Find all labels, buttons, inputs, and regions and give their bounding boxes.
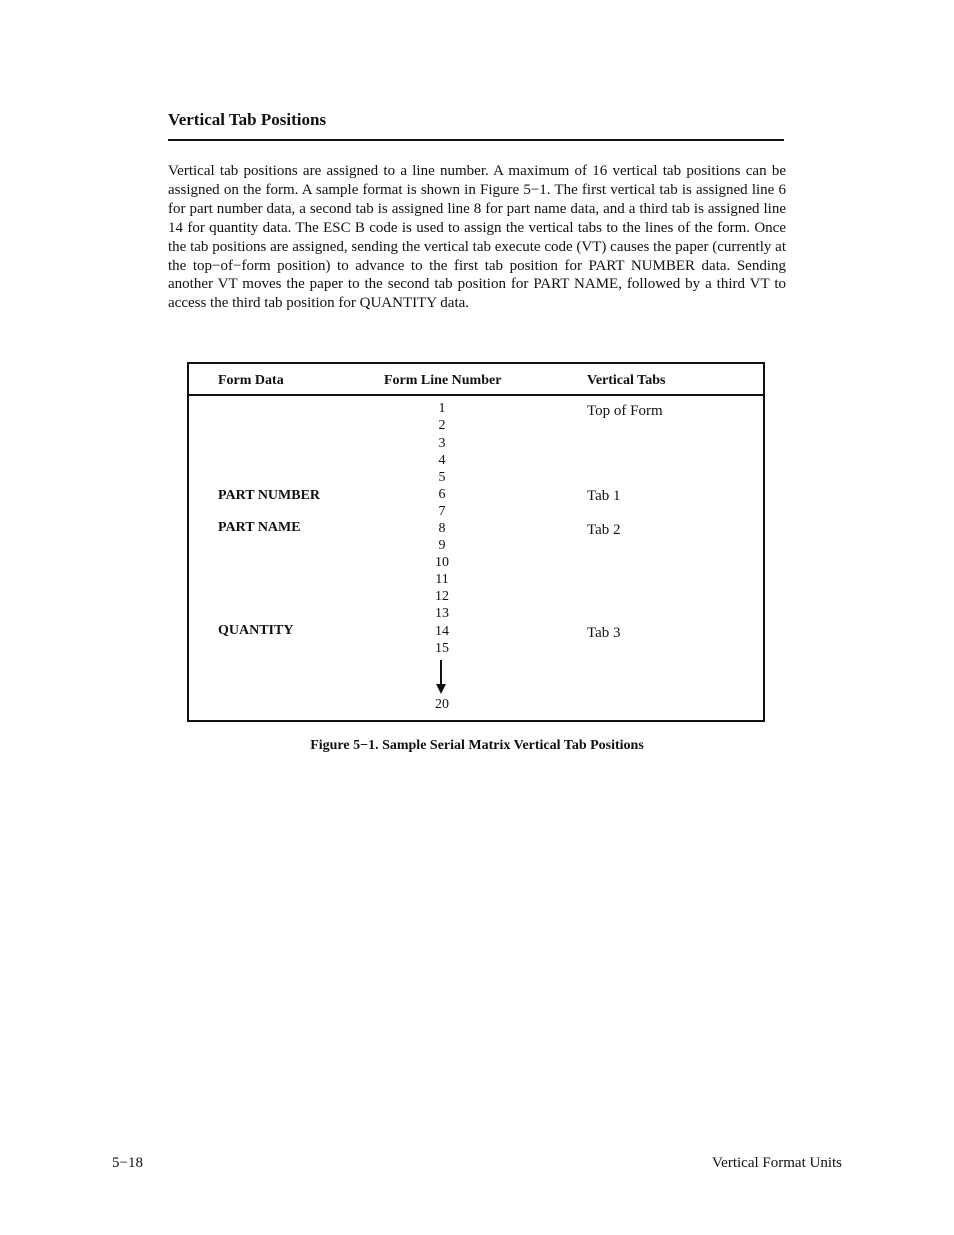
line-number: 10 <box>435 555 449 570</box>
line-number: 3 <box>438 436 446 451</box>
line-number: 14 <box>435 624 449 639</box>
line-number: 11 <box>435 572 449 587</box>
line-number: 1 <box>438 401 446 416</box>
vtab-tab-1: Tab 1 <box>587 488 621 504</box>
line-number: 8 <box>438 521 446 536</box>
line-number: 2 <box>438 418 446 433</box>
line-number: 6 <box>438 487 446 502</box>
header-form-line-number: Form Line Number <box>384 373 502 388</box>
form-label-part-name: PART NAME <box>218 520 301 535</box>
line-number: 9 <box>438 538 446 553</box>
line-number: 4 <box>438 453 446 468</box>
down-arrow-icon <box>433 660 449 694</box>
header-vertical-tabs: Vertical Tabs <box>587 373 666 388</box>
header-form-data: Form Data <box>218 373 284 388</box>
line-number: 20 <box>435 697 449 712</box>
section-title: Vertical Tab Positions <box>168 110 327 129</box>
form-label-quantity: QUANTITY <box>218 623 294 638</box>
chapter-title: Vertical Format Units <box>712 1155 842 1171</box>
figure-header <box>189 364 763 396</box>
line-number: 12 <box>435 589 449 604</box>
line-number: 13 <box>435 606 449 621</box>
vtab-tab-3: Tab 3 <box>587 625 621 641</box>
line-number: 15 <box>435 641 449 656</box>
line-number: 5 <box>438 470 446 485</box>
vtab-top-of-form: Top of Form <box>587 403 663 419</box>
line-number: 7 <box>438 504 446 519</box>
figure-table <box>187 362 765 722</box>
form-label-part-number: PART NUMBER <box>218 488 321 503</box>
figure-caption: Figure 5−1. Sample Serial Matrix Vertical Tab Positions <box>310 738 644 753</box>
page-number: 5−18 <box>112 1155 143 1171</box>
body-paragraph: Vertical tab positions are assigned to a line number. A maximum of 16 vertical tab positions can be assigned on the form. A sample format is shown in Figure 5−1. The first vertical tab is assigned line 6 for part number data, a second tab is assigned line 8 for part name data, and a third tab is assigned line 14 for quantity data. The ESC B code is used to assign the vertical tabs to the lines of the form. Once the tab positions are assigned, sending the vertical tab execute code (VT) causes the paper (currently at the top−of−form position) to advance to the first tab position for PART NUMBER data. Sending another VT moves the paper to the second tab position for PART NAME, followed by a third VT to access the third tab position for QUANTITY data. <box>168 163 786 312</box>
title-rule <box>168 139 784 141</box>
vtab-tab-2: Tab 2 <box>587 522 621 538</box>
